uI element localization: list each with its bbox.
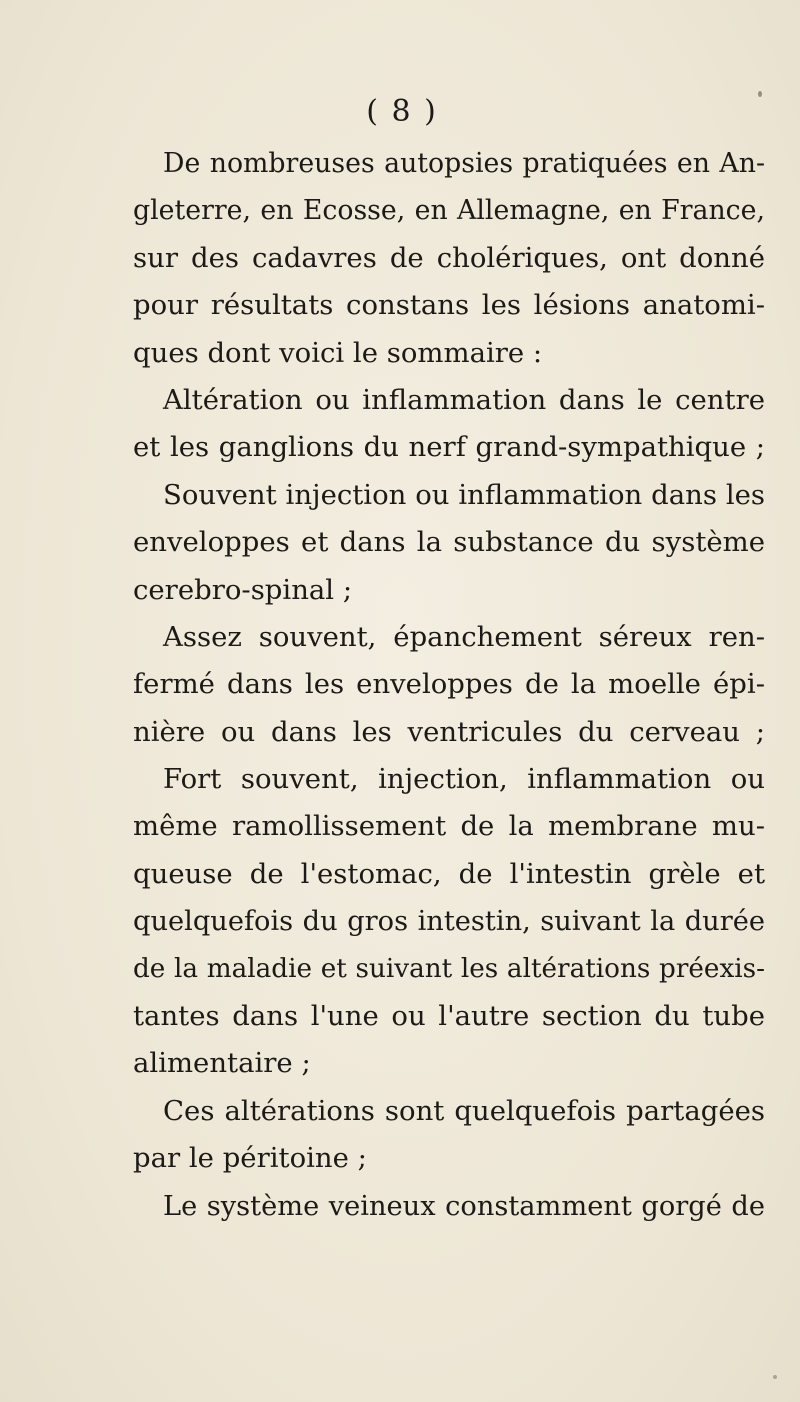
text-line-20: alimentaire ; (133, 1047, 311, 1080)
ink-speck-bottom (773, 1375, 777, 1379)
text-line-3: sur des cadavres de cholériques, ont donné (133, 241, 765, 274)
text-line-4: pour résultats constans les lésions anatomi- (133, 289, 765, 322)
text-line-1: De nombreuses autopsies pratiquées en An- (163, 148, 765, 179)
ink-speck (758, 91, 762, 97)
text-line-2: gleterre, en Ecosse, en Allemagne, en France, (133, 195, 765, 227)
text-line-21: Ces altérations sont quelquefois partagées (163, 1094, 765, 1127)
text-line-17: quelquefois du gros intestin, suivant la durée (133, 906, 765, 938)
text-line-19: tantes dans l'une ou l'autre section du tube (133, 1000, 765, 1033)
text-line-14: Fort souvent, injection, inflammation ou (163, 763, 765, 796)
text-line-12: fermé dans les enveloppes de la moelle épi- (133, 668, 765, 701)
text-line-5: ques dont voici le sommaire : (133, 336, 543, 369)
text-line-15: même ramollissement de la membrane mu- (133, 810, 765, 843)
text-line-11: Assez souvent, épanchement séreux ren- (163, 620, 765, 653)
text-line-22: par le péritoine ; (133, 1142, 367, 1175)
page-text (133, 140, 765, 1230)
text-line-18: de la maladie et suivant les altérations préexis- (133, 953, 765, 984)
text-line-9: enveloppes et dans la substance du système (133, 526, 765, 559)
text-line-23: Le système veineux constamment gorgé de (163, 1190, 765, 1222)
page-number: ( 8 ) (366, 94, 438, 129)
text-line-7: et les ganglions du nerf grand-sympathique ; (133, 431, 765, 464)
text-line-16: queuse de l'estomac, de l'intestin grèle et (133, 857, 765, 890)
text-line-10: cerebro-spinal ; (133, 573, 353, 606)
text-line-6: Altération ou inflammation dans le centre (163, 383, 765, 416)
text-line-13: nière ou dans les ventricules du cerveau ; (133, 715, 765, 748)
text-line-8: Souvent injection ou inflammation dans les (163, 478, 765, 511)
